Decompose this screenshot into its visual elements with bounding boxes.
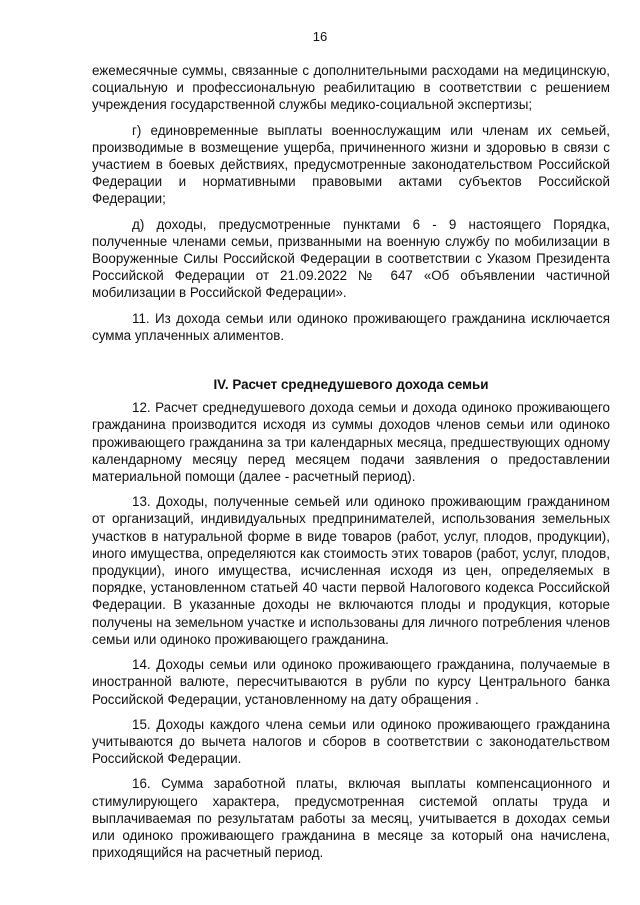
section-heading: IV. Расчет среднедушевого дохода семьи	[213, 377, 489, 393]
document-body	[92, 62, 610, 861]
paragraph-item-d: д) доходы, предусмотренные пунктами 6 - 9 настоящего Порядка, полученные членами семьи, призванными на военную службу по мобилизации в Вооруженные Силы Российской Федерации в соответствии с Указом Президента Российской Федерации от 21.09.2022 № 647 «Об объявлении частичной мобилизации в Российской Федерации».	[92, 216, 610, 301]
paragraph-continuation: ежемесячные суммы, связанные с дополнительными расходами на медицинскую, социальную и профессиональную реабилитацию в соответствии с решением учреждения государственной службы медико-социальной экспертизы;	[92, 63, 610, 113]
paragraph-16: 16. Сумма заработной платы, включая выплаты компенсационного и стимулирующего характера, предусмотренная системой оплаты труда и выплачиваемая по результатам работы за месяц, учитывается в доходах семьи или одиноко проживающего гражданина в месяце за который она начислена, приходящийся на расчетный период.	[92, 776, 610, 861]
paragraph-14: 14. Доходы семьи или одиноко проживающего гражданина, получаемые в иностранной валюте, пересчитываются в рубли по курсу Центрального банка Российской Федерации, установленному на дату обращения .	[92, 657, 610, 707]
paragraph-13: 13. Доходы, полученные семьей или одиноко проживающим гражданином от организаций, индивидуальных предпринимателей, использования земельных участков в натуральной форме в виде товаров (работ, услуг, плодов, продукции), иного имущества, определяются как стоимость этих товаров (работ, услуг, плодов, продукции), иного имущества, исчисленная исходя из цен, определяемых в порядке, установленном статьей 40 части первой Налогового кодекса Российской Федерации. В указанные доходы не включаются плоды и продукция, которые получены на земельном участке и использованы для личного потребления членов семьи или одиноко проживающего гражданина.	[92, 494, 610, 647]
page-number: 16	[312, 29, 328, 44]
paragraph-11: 11. Из дохода семьи или одиноко проживающего гражданина исключается сумма уплаченных алиментов.	[92, 310, 610, 343]
paragraph-item-g: г) единовременные выплаты военнослужащим или членам их семьей, производимые в возмещение ущерба, причиненного жизни и здоровью в связи с участием в боевых действиях, предусмотренные законодательством Российской Федерации и нормативными правовыми актами субъектов Российской Федерации;	[92, 122, 610, 207]
paragraph-12: 12. Расчет среднедушевого дохода семьи и дохода одиноко проживающего гражданина производится исходя из суммы доходов членов семьи или одиноко проживающего гражданина за три календарных месяца, предшествующих одному календарному месяцу перед месяцем подачи заявления о предоставлении материальной помощи (далее - расчетный период).	[92, 400, 610, 485]
paragraph-15: 15. Доходы каждого члена семьи или одиноко проживающего гражданина учитываются до вычета налогов и сборов в соответствии с законодательством Российской Федерации.	[92, 716, 610, 767]
